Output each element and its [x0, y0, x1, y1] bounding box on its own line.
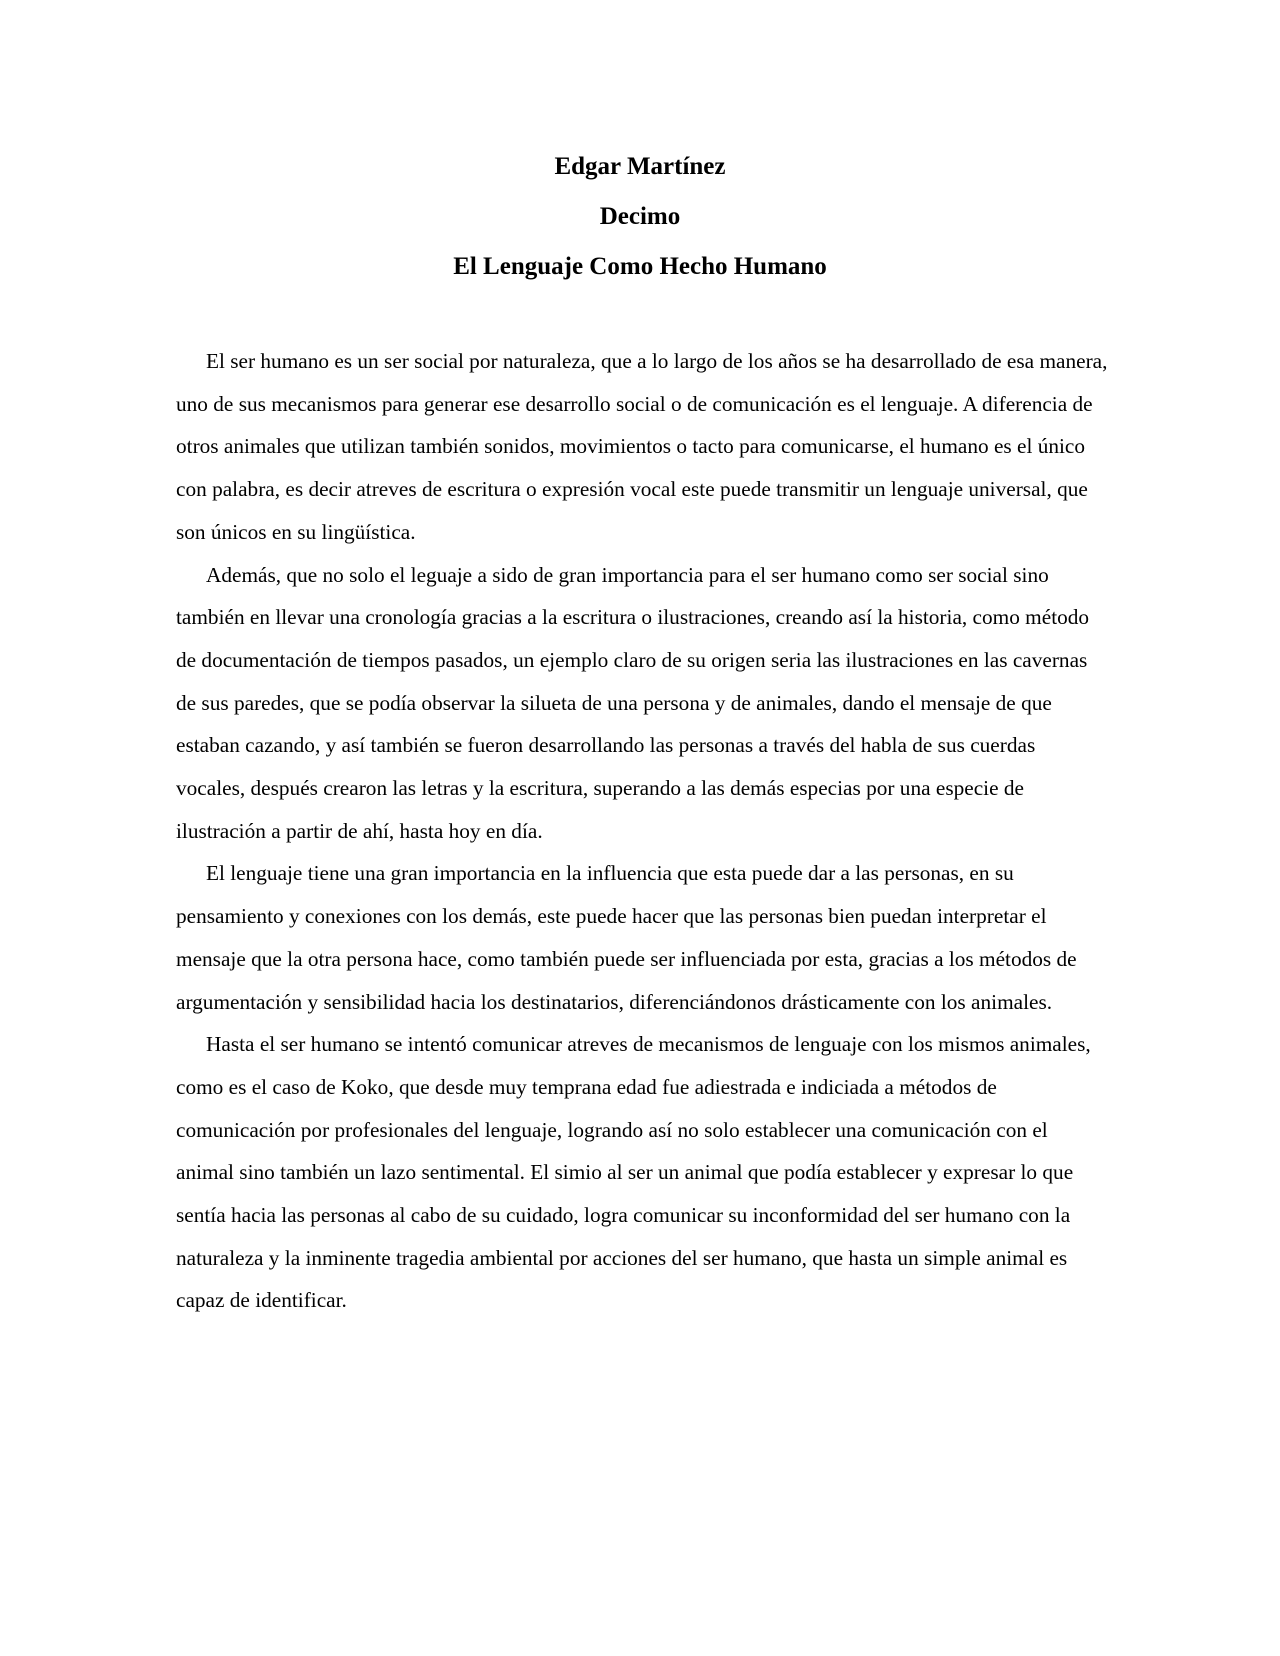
document-title: El Lenguaje Como Hecho Humano	[453, 253, 827, 280]
paragraph: Hasta el ser humano se intentó comunicar atreves de mecanismos de lenguaje con los mismos animales, como es el caso de Koko, que desde muy temprana edad fue adiestrada e indiciada a métodos de comunicación por profesionales del lenguaje, logrando así no solo establecer una comunicación con el animal sino también un lazo sentimental. El simio al ser un animal que podía establecer y expresar lo que sentía hacia las personas al cabo de su cuidado, logra comunicar su inconformidad del ser humano con la naturaleza y la inminente tragedia ambiental por acciones del ser humano, que hasta un simple animal es capaz de identificar.	[176, 1032, 1091, 1313]
grade-label: Decimo	[599, 203, 681, 230]
document-body	[176, 340, 1108, 1322]
paragraph: El lenguaje tiene una gran importancia en la influencia que esta puede dar a las personas, en su pensamiento y conexiones con los demás, este puede hacer que las personas bien puedan interpretar el mensaje que la otra persona hace, como también puede ser influenciada por esta, gracias a los métodos de argumentación y sensibilidad hacia los destinatarios, diferenciándonos drásticamente con los animales.	[176, 861, 1077, 1014]
paragraph: El ser humano es un ser social por naturaleza, que a lo largo de los años se ha desarrollado de esa manera, uno de sus mecanismos para generar ese desarrollo social o de comunicación es el lenguaje. A diferencia de otros animales que utilizan también sonidos, movimientos o tacto para comunicarse, el humano es el único con palabra, es decir atreves de escritura o expresión vocal este puede transmitir un lenguaje universal, que son únicos en su lingüística.	[176, 349, 1108, 544]
paragraph: Además, que no solo el leguaje a sido de gran importancia para el ser humano como ser social sino también en llevar una cronología gracias a la escritura o ilustraciones, creando así la historia, como método de documentación de tiempos pasados, un ejemplo claro de su origen seria las ilustraciones en las cavernas de sus paredes, que se podía observar la silueta de una persona y de animales, dando el mensaje de que estaban cazando, y así también se fueron desarrollando las personas a través del habla de sus cuerdas vocales, después crearon las letras y la escritura, superando a las demás especias por una especie de ilustración a partir de ahí, hasta hoy en día.	[176, 562, 1090, 843]
document-header	[0, 142, 1280, 292]
author-name: Edgar Martínez	[554, 153, 726, 180]
